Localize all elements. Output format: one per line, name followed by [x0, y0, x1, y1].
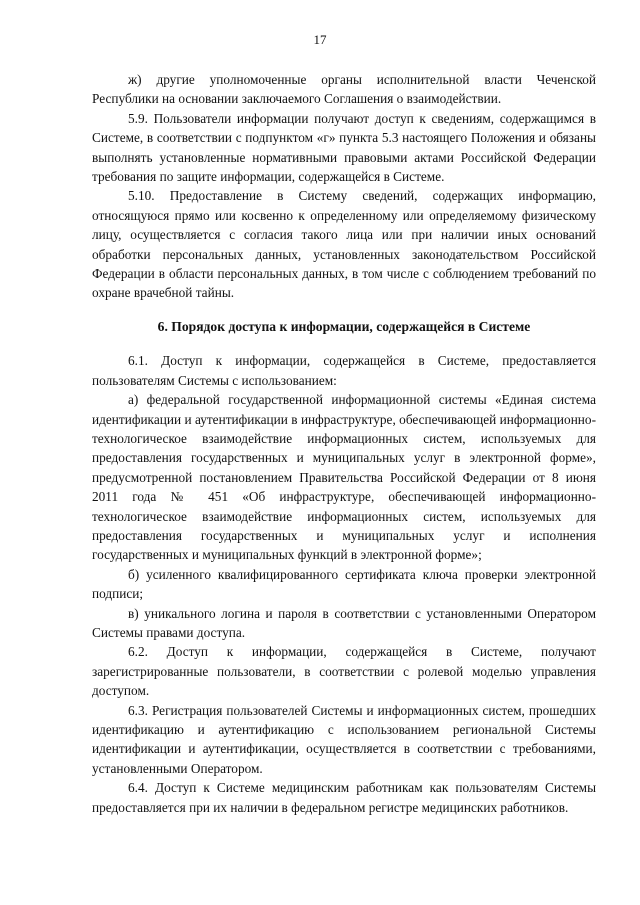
paragraph-6-4: 6.4. Доступ к Системе медицинским работникам как пользователям Системы предоставляется при их наличии в федеральном регистре медицинских работников.: [92, 780, 596, 815]
paragraph-item-v: в) уникального логина и пароля в соответствии с установленными Оператором Системы правами доступа.: [92, 605, 596, 640]
paragraph-5-10: 5.10. Предоставление в Систему сведений, содержащих информацию, относящуюся прямо или косвенно к определенному или определяемому физическому лицу, осуществляется с согласия такого лица или при наличии иных оснований обработки персональных данных, установленных законодательством Российской Федерации в области персональных данных, в том числе с соблюдением требований по охране врачебной тайны.: [92, 188, 596, 301]
page-number: 17: [313, 32, 327, 47]
paragraph-6-3: 6.3. Регистрация пользователей Системы и информационных систем, прошедших идентификацию и аутентификацию с использованием региональной Системы идентификации и аутентификации, осуществляется в соответствии с требованиями, установленными Оператором.: [92, 702, 596, 776]
paragraph-6-1: 6.1. Доступ к информации, содержащейся в Системе, предоставляется пользователям Системы с использованием:: [92, 353, 596, 388]
paragraph-5-9: 5.9. Пользователи информации получают доступ к сведениям, содержащимся в Системе, в соответствии с подпунктом «г» пункта 5.3 настоящего Положения и обязаны выполнять установленные нормативными правовыми актами Российской Федерации требования по защите информации, содержащейся в Системе.: [92, 110, 596, 185]
paragraph-item-a: а) федеральной государственной информационной системы «Единая система идентификации и аутентификации в инфраструктуре, обеспечивающей информационно-технологическое взаимодействие информационных систем, используемых для предоставления государственных и муниципальных услуг в электронной форме», предусмотренной постановлением Правительства Российской Федерации от 8 июня 2011 года № 451 «Об инфраструктуре, обеспечивающей информационно-технологическое взаимодействие информационных систем, используемых для предоставления государственных и муниципальных услуг и исполнения государственных и муниципальных функций в электронной форме»;: [92, 392, 596, 563]
paragraph-item-zh: ж) другие уполномоченные органы исполнительной власти Чеченской Республики на основании заключаемого Соглашения о взаимодействии.: [92, 72, 596, 107]
paragraph-6-2: 6.2. Доступ к информации, содержащейся в Системе, получают зарегистрированные пользователи, в соответствии с ролевой моделью управления доступом.: [92, 644, 596, 699]
paragraph-item-b: б) усиленного квалифицированного сертификата ключа проверки электронной подписи;: [92, 566, 596, 602]
section-heading: 6. Порядок доступа к информации, содержащейся в Системе: [157, 318, 531, 334]
document-body: [92, 70, 596, 817]
